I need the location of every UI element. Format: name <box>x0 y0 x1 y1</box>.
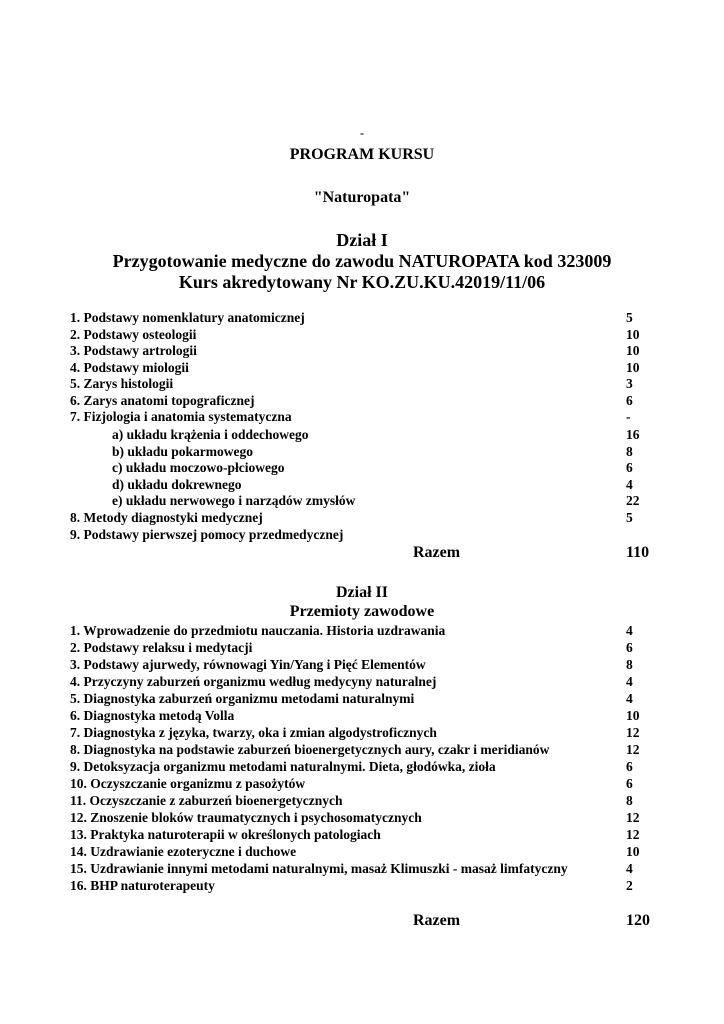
list-item <box>0 657 724 673</box>
list-item <box>0 776 724 792</box>
item-label: b) układu pokarmowego <box>112 443 254 459</box>
list-item <box>0 742 724 758</box>
item-hours: 8 <box>626 793 633 808</box>
item-hours: 6 <box>626 392 633 408</box>
item-hours: 12 <box>626 810 640 825</box>
item-label: e) układu nerwowego i narządów zmysłów <box>112 493 356 508</box>
item-label: 2. Podstawy relaksu i medytacji <box>70 640 253 655</box>
item-label: 3. Podstawy ajurwedy, równowagi Yin/Yang i Pięć Elementów <box>70 657 426 672</box>
item-hours: 10 <box>626 708 640 723</box>
item-label: 4. Przyczyny zaburzeń organizmu według medycyny naturalnej <box>70 674 437 689</box>
course-name: "Naturopata" <box>313 189 411 206</box>
list-item <box>0 793 724 809</box>
item-label: 5. Diagnostyka zaburzeń organizmu metodami naturalnymi <box>70 691 415 706</box>
item-hours: 4 <box>626 861 633 876</box>
item-label: 1. Wprowadzenie do przedmiotu nauczania. Historia uzdrawania <box>70 623 446 638</box>
list-item <box>0 640 724 656</box>
list-item <box>0 376 724 392</box>
item-label: 9. Podstawy pierwszej pomocy przedmedycznej <box>70 526 344 542</box>
item-label: 16. BHP naturoterapeuty <box>70 878 215 893</box>
list-item <box>0 343 724 359</box>
section2-title: Dział II <box>336 584 388 601</box>
item-label: 13. Praktyka naturoterapii w określonych patologiach <box>70 827 381 842</box>
list-item <box>0 493 724 509</box>
item-hours: 22 <box>626 493 640 508</box>
item-hours: 10 <box>626 326 640 342</box>
list-item <box>0 510 724 526</box>
section1-total-label: Razem <box>413 544 461 561</box>
list-item <box>0 674 724 690</box>
item-label: 15. Uzdrawianie innymi metodami naturalnymi, masaż Klimuszki - masaż limfatyczny <box>70 861 568 876</box>
list-item <box>0 327 724 343</box>
item-label: 5. Zarys histologii <box>70 376 174 391</box>
item-label: 10. Oczyszczanie organizmu z pasożytów <box>70 776 306 791</box>
list-item <box>0 725 724 741</box>
list-item <box>0 310 724 326</box>
item-hours: 6 <box>626 776 633 791</box>
item-label: 9. Detoksyzacja organizmu metodami naturalnymi. Dieta, głodówka, zioła <box>70 759 496 774</box>
list-item <box>0 460 724 476</box>
section1-subtitle: Przygotowanie medyczne do zawodu NATUROPATA kod 323009 <box>112 251 612 271</box>
list-item <box>0 844 724 860</box>
item-hours: 6 <box>626 759 633 774</box>
header-dash: - <box>360 126 364 140</box>
list-item <box>0 477 724 493</box>
list-item <box>0 527 724 543</box>
item-label: d) układu dokrewnego <box>112 476 242 492</box>
item-label: 8. Diagnostyka na podstawie zaburzeń bioenergetycznych aury, czakr i meridianów <box>70 742 550 757</box>
item-hours: 5 <box>626 510 633 525</box>
list-item <box>0 827 724 843</box>
item-label: c) układu moczowo-płciowego <box>112 460 285 475</box>
list-item <box>0 360 724 376</box>
item-label: 3. Podstawy artrologii <box>70 343 197 358</box>
item-hours: 4 <box>626 691 633 706</box>
item-hours: 10 <box>626 359 640 375</box>
list-item <box>0 444 724 460</box>
item-label: 11. Oczyszczanie z zaburzeń bioenergetycznych <box>70 793 343 808</box>
section2-total-value: 120 <box>626 912 650 929</box>
item-label: 4. Podstawy miologii <box>70 359 189 375</box>
item-label: 6. Zarys anatomi topograficznej <box>70 392 255 408</box>
list-item <box>0 878 724 894</box>
item-hours: 12 <box>626 742 640 757</box>
item-label: 8. Metody diagnostyki medycznej <box>70 510 263 525</box>
list-item <box>0 810 724 826</box>
item-label: 2. Podstawy osteologii <box>70 326 197 342</box>
list-item <box>0 409 724 425</box>
item-hours: 4 <box>626 476 633 492</box>
item-hours: 12 <box>626 827 640 842</box>
list-item <box>0 691 724 707</box>
item-hours: 4 <box>626 623 633 638</box>
item-hours: 6 <box>626 640 633 655</box>
item-hours: 6 <box>626 460 633 475</box>
item-label: 7. Diagnostyka z języka, twarzy, oka i zmian algodystroficznych <box>70 725 437 740</box>
item-hours: 8 <box>626 657 633 672</box>
item-hours: - <box>626 409 631 424</box>
list-item <box>0 861 724 877</box>
item-label: 12. Znoszenie bloków traumatycznych i psychosomatycznych <box>70 810 422 825</box>
accreditation-line: Kurs akredytowany Nr KO.ZU.KU.42019/11/06 <box>178 272 546 292</box>
list-item <box>0 393 724 409</box>
list-item <box>0 759 724 775</box>
item-label: 14. Uzdrawianie ezoteryczne i duchowe <box>70 844 297 859</box>
item-hours: 5 <box>626 310 633 325</box>
item-hours: 10 <box>626 844 640 859</box>
section1-title: Dział I <box>336 230 388 250</box>
item-hours: 16 <box>626 427 640 442</box>
list-item <box>0 427 724 443</box>
item-label: 6. Diagnostyka metodą Volla <box>70 708 235 723</box>
section1-total-value: 110 <box>626 544 650 561</box>
program-title: PROGRAM KURSU <box>289 146 435 163</box>
item-label: 7. Fizjologia i anatomia systematyczna <box>70 409 292 424</box>
section2-total-label: Razem <box>413 912 461 929</box>
item-hours: 2 <box>626 878 633 893</box>
section2-subtitle: Przemioty zawodowe <box>289 603 435 620</box>
list-item <box>0 623 724 639</box>
item-hours: 3 <box>626 376 633 391</box>
list-item <box>0 708 724 724</box>
item-hours: 12 <box>626 725 640 740</box>
item-label: a) układu krążenia i oddechowego <box>112 427 309 442</box>
item-hours: 8 <box>626 443 633 459</box>
item-hours: 4 <box>626 674 633 689</box>
item-hours: 10 <box>626 343 640 358</box>
item-label: 1. Podstawy nomenklatury anatomicznej <box>70 310 305 325</box>
